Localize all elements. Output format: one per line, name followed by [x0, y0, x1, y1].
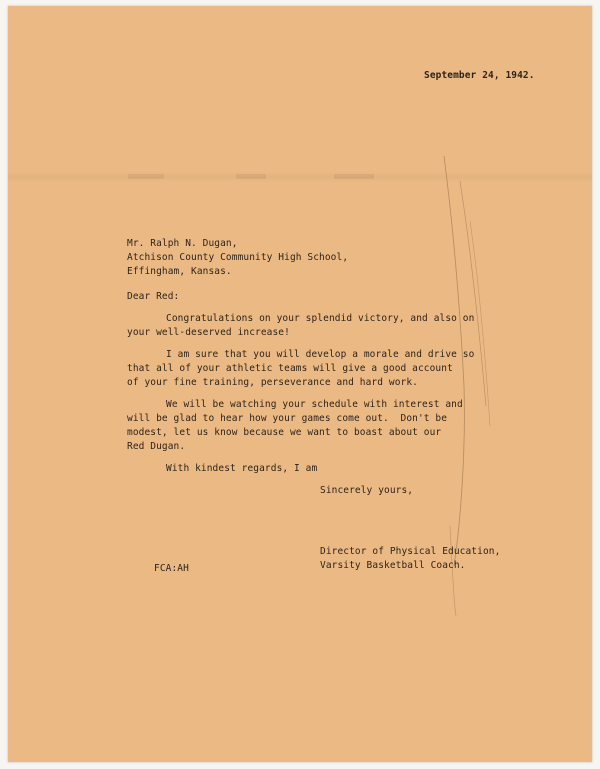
paragraph-line: Red Dugan. [127, 441, 186, 452]
paragraph-line: I am sure that you will develop a morale and drive so [166, 349, 475, 360]
reference-initials: FCA:AH [154, 563, 189, 574]
paragraph-line: modest, let us know because we want to boast about our [127, 427, 442, 438]
address-line: Atchison County Community High School, [127, 252, 349, 263]
salutation: Dear Red: [127, 291, 180, 302]
closing: Sincerely yours, [320, 485, 414, 496]
letter-page [8, 6, 592, 762]
signature-title: Varsity Basketball Coach. [320, 560, 466, 571]
address-line: Effingham, Kansas. [127, 266, 232, 277]
paragraph-line: With kindest regards, I am [166, 463, 318, 474]
letter-date: September 24, 1942. [424, 70, 535, 81]
address-line: Mr. Ralph N. Dugan, [127, 238, 238, 249]
paragraph-line: Congratulations on your splendid victory, and also on [166, 313, 475, 324]
paragraph-line: will be glad to hear how your games come out. Don't be [127, 413, 448, 424]
paragraph-line: of your fine training, perseverance and hard work. [127, 377, 418, 388]
signature-title: Director of Physical Education, [320, 546, 501, 557]
paragraph-line: We will be watching your schedule with interest and [166, 399, 463, 410]
paragraph-line: that all of your athletic teams will give a good account [127, 363, 453, 374]
paragraph-line: your well-deserved increase! [127, 327, 290, 338]
